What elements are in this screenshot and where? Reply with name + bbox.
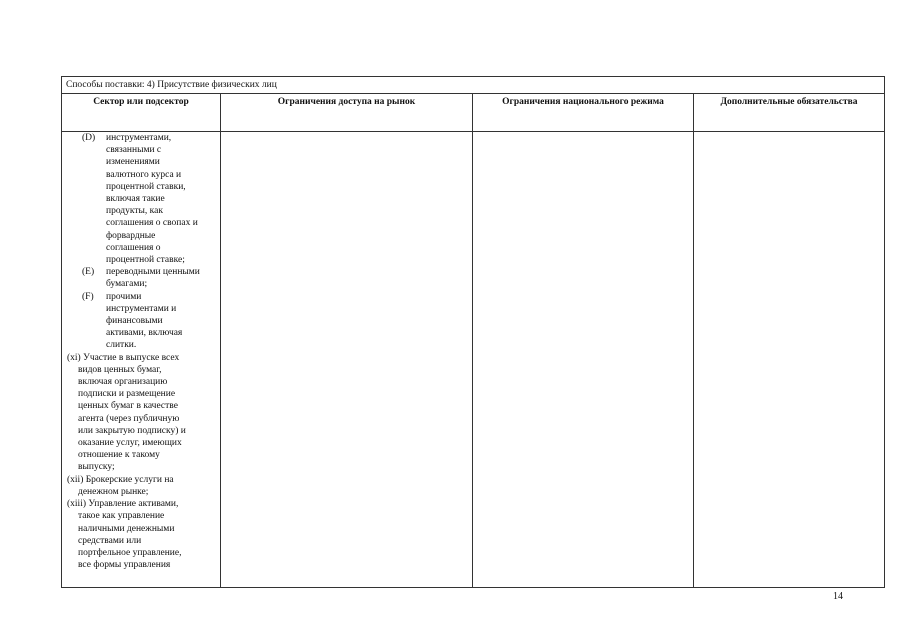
sector-list — [62, 132, 220, 571]
caption-row — [62, 77, 885, 94]
subitem-line: соглашения о — [106, 242, 161, 253]
subitem-line: продукты, как — [106, 206, 163, 217]
roman-item — [62, 474, 220, 498]
roman-item-line: подписки и размещение — [78, 389, 176, 400]
header-additional-commitments: Дополнительные обязательства — [694, 94, 885, 132]
header-market-access: Ограничения доступа на рынок — [221, 94, 473, 132]
subitem-line: прочими — [106, 291, 142, 302]
roman-item-line: ценных бумаг в качестве — [78, 401, 178, 412]
header-row — [62, 94, 885, 132]
market-access-cell — [221, 132, 473, 588]
subitem-line: инструментами и — [106, 303, 177, 314]
roman-item — [62, 352, 220, 474]
supply-mode-caption: Способы поставки: 4) Присутствие физических лиц — [62, 77, 885, 94]
subitem-marker: (E) — [82, 267, 95, 278]
subitem-line: активами, включая — [106, 328, 183, 339]
subitem-line: соглашения о свопах и — [106, 218, 198, 229]
page-number: 14 — [833, 591, 843, 602]
roman-item-line: видов ценных бумаг, — [78, 364, 162, 375]
additional-commitments-cell — [694, 132, 885, 588]
subitem-line: изменениями — [106, 157, 160, 168]
schedule-table — [61, 76, 885, 588]
roman-item-line: (xii) Брокерские услуги на — [67, 474, 174, 485]
roman-item-line: отношение к такому — [78, 450, 160, 461]
roman-item-line: портфельное управление, — [78, 547, 182, 558]
roman-item-line: средствами или — [78, 535, 142, 546]
roman-item-line: оказание услуг, имеющих — [78, 438, 182, 449]
sector-subitem — [62, 291, 220, 352]
sector-cell — [62, 132, 221, 588]
sector-subitem — [62, 266, 220, 290]
sector-subitem — [62, 132, 220, 266]
subitem-line: инструментами, — [106, 133, 172, 143]
subitem-line: процентной ставке; — [106, 255, 185, 266]
roman-item-line: (xiii) Управление активами, — [67, 499, 179, 510]
subitem-line: процентной ставки, — [106, 181, 186, 192]
subitem-line: переводными ценными — [106, 267, 200, 278]
roman-item-line: выпуску; — [78, 462, 115, 473]
header-sector: Сектор или подсектор — [62, 94, 221, 132]
subitem-marker: (F) — [82, 291, 94, 302]
subitem-line: связанными с — [106, 145, 162, 156]
roman-item-line: денежном рынке; — [78, 486, 149, 497]
subitem-line: финансовыми — [106, 316, 163, 327]
roman-item-line: включая организацию — [78, 377, 168, 388]
subitem-line: форвардные — [106, 230, 156, 241]
roman-item-line: (xi) Участие в выпуске всех — [67, 352, 180, 363]
roman-item-line: такое как управление — [78, 511, 165, 522]
subitem-line: слитки. — [106, 340, 137, 351]
header-national-treatment: Ограничения национального режима — [473, 94, 694, 132]
roman-item — [62, 498, 220, 571]
national-treatment-cell — [473, 132, 694, 588]
body-row — [62, 132, 885, 588]
roman-item-line: наличными денежными — [78, 523, 175, 534]
subitem-marker: (D) — [82, 133, 96, 143]
subitem-line: валютного курса и — [106, 169, 182, 180]
subitem-line: включая такие — [106, 194, 165, 205]
roman-item-line: или закрытую подписку) и — [78, 425, 186, 436]
subitem-line: бумагами; — [106, 279, 148, 290]
roman-item-line: все формы управления — [78, 560, 171, 571]
roman-item-line: агента (через публичную — [78, 413, 180, 424]
